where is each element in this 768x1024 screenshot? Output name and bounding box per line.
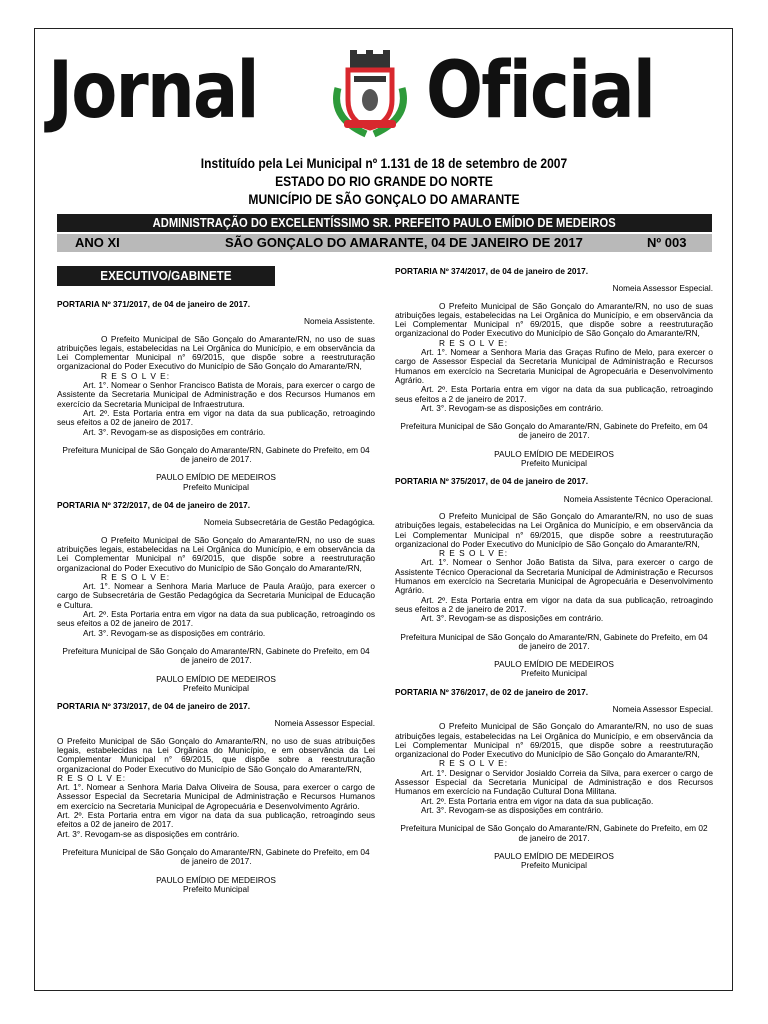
portaria-art2: Art. 2º. Esta Portaria entra em vigor na data da sua publicação, retroagindo os seus efeitos a 02 de janeiro de 2017. bbox=[57, 609, 375, 629]
portaria-art1: Art. 1°. Nomear o Senhor João Batista da Silva, para exercer o cargo de Assistente Técnico Operacional da Secretaria Municipal de Administração e Recursos Humanos em exercício na Secretaria Municipal de Agropecuária e Desenvolvimento Agrário. bbox=[395, 557, 713, 596]
portaria-title: PORTARIA Nº 373/2017, de 04 de janeiro de 2017. bbox=[57, 701, 251, 712]
portaria-art3: Art. 3°. Revogam-se as disposições em contrário. bbox=[421, 613, 604, 624]
portaria-art2: Art. 2º. Esta Portaria entra em vigor na data da sua publicação, retroagindo seus efeitos a 02 de janeiro de 2017. bbox=[57, 810, 375, 830]
portaria-art1: Art. 1°. Nomear a Senhora Maria das Graças Rufino de Melo, para exercer o cargo de Assessor Especial da Secretaria Municipal de Administração e Recursos Humanos em exercício na Secretaria Municipal de Agropecuária e Desenvolvimento Agrário. bbox=[395, 347, 713, 385]
portaria-preamble: O Prefeito Municipal de São Gonçalo do Amarante/RN, no uso de suas atribuições legais, estabelecidas na Lei Orgânica do Município, e em observância da Lei Complementar Municipal n° 69/2015, que dispõe sobre a reestruturação organizacional do Poder Executivo do Município de São Gonçalo do Amarante/RN, bbox=[395, 721, 713, 760]
signer-title: Prefeito Municipal bbox=[521, 860, 587, 871]
portaria-372 bbox=[57, 501, 375, 693]
signer-name: PAULO EMÍDIO DE MEDEIROS bbox=[156, 874, 276, 885]
portaria-ementa: Nomeia Subsecretária de Gestão Pedagógica. bbox=[203, 517, 375, 528]
portaria-title: PORTARIA Nº 371/2017, de 04 de janeiro de 2017. bbox=[57, 299, 251, 309]
portaria-art3: Art. 3°. Revogam-se as disposições em contrário. bbox=[83, 627, 266, 638]
section-title: EXECUTIVO/GABINETE bbox=[100, 268, 232, 283]
issue-year: ANO XI bbox=[75, 235, 120, 250]
portaria-resolve: R E S O L V E: bbox=[439, 337, 509, 348]
portaria-resolve: R E S O L V E: bbox=[101, 370, 171, 381]
portaria-375 bbox=[395, 477, 713, 678]
issue-place-date: SÃO GONÇALO DO AMARANTE, 04 DE JANEIRO DE 2017 bbox=[225, 235, 583, 250]
portaria-signature bbox=[395, 660, 713, 679]
portaria-art1: Art. 1°. Designar o Servidor Josialdo Correia da Silva, para exercer o cargo de Assessor Especial da Secretaria Municipal de Administração e dos Recursos Humanos em exercício na Fundação Cultural Dona Militana. bbox=[395, 767, 713, 797]
portaria-art1: Art. 1°. Nomear a Senhora Maria Marluce de Paula Araújo, para exercer o cargo de Subsecretária de Gestão Pedagógica da Secretaria Municipal de Educação e Cultura. bbox=[57, 581, 375, 610]
masthead-oficial: Oficial bbox=[426, 46, 655, 136]
portaria-374 bbox=[395, 267, 713, 468]
portaria-signature bbox=[57, 675, 375, 694]
portaria-ementa: Nomeia Assistente Técnico Operacional. bbox=[563, 493, 713, 504]
section-title-bar bbox=[57, 266, 275, 286]
issue-info-bar bbox=[57, 234, 712, 252]
portaria-art1: Art. 1°. Nomear a Senhora Maria Dalva Oliveira de Sousa, para exercer o cargo de Assessor Especial da Secretaria Municipal de Administração e Recursos Humanos em exercício na Secretaria Municipal de Agropecuária e Desenvolvimento Agrário. bbox=[57, 782, 375, 811]
administration-bar bbox=[57, 214, 712, 232]
portaria-376 bbox=[395, 688, 713, 871]
portaria-art2: Art. 2º. Esta Portaria entra em vigor na data da sua publicação, retroagindo seus efeitos a 02 de janeiro de 2017. bbox=[57, 407, 375, 428]
portaria-local-date: Prefeitura Municipal de São Gonçalo do Amarante/RN, Gabinete do Prefeito, em 04 de janeiro de 2017. bbox=[62, 645, 370, 666]
portaria-title: PORTARIA Nº 375/2017, de 04 de janeiro de 2017. bbox=[395, 476, 589, 487]
portaria-preamble: O Prefeito Municipal de São Gonçalo do Amarante/RN, no uso de suas atribuições legais, estabelecidas na Lei Orgânica do Município, e em observância da Lei Complementar Municipal n° 69/2015, que dispõe sobre a reestruturação organizacional do Poder Executivo do Município de São Gonçalo do Amarante/RN, bbox=[395, 510, 713, 549]
signer-title: Prefeito Municipal bbox=[183, 682, 249, 693]
signer-name: PAULO EMÍDIO DE MEDEIROS bbox=[494, 448, 614, 459]
portaria-art3: Art. 3°. Revogam-se as disposições em contrário. bbox=[83, 426, 266, 437]
portaria-title: PORTARIA Nº 374/2017, de 04 de janeiro de 2017. bbox=[395, 266, 589, 276]
portaria-art2: Art. 2º. Esta Portaria entra em vigor na data da sua publicação. bbox=[421, 795, 654, 806]
signer-name: PAULO EMÍDIO DE MEDEIROS bbox=[156, 472, 276, 483]
portaria-resolve: R E S O L V E: bbox=[439, 758, 509, 769]
portaria-signature bbox=[395, 852, 713, 871]
state-name: ESTADO DO RIO GRANDE DO NORTE bbox=[275, 173, 493, 189]
portaria-resolve: R E S O L V E: bbox=[439, 548, 509, 559]
portaria-art2: Art. 2º. Esta Portaria entra em vigor na data da sua publicação, retroagindo seus efeitos a 2 de janeiro de 2017. bbox=[395, 594, 713, 614]
signer-title: Prefeito Municipal bbox=[521, 668, 587, 679]
signer-title: Prefeito Municipal bbox=[183, 883, 249, 894]
signer-name: PAULO EMÍDIO DE MEDEIROS bbox=[494, 659, 614, 670]
portaria-art3: Art. 3°. Revogam-se as disposições em contrário. bbox=[57, 828, 240, 839]
municipal-crest-icon bbox=[320, 48, 420, 138]
portaria-ementa: Nomeia Assessor Especial. bbox=[274, 718, 375, 729]
institution-law: Instituído pela Lei Municipal nº 1.131 de 18 de setembro de 2007 bbox=[200, 155, 568, 171]
portaria-preamble: O Prefeito Municipal de São Gonçalo do Amarante/RN, no uso de suas atribuições legais, estabelecidas na Lei Orgânica do Município, e em observância da Lei Complementar Municipal n° 69/2015, que dispõe sobre a reestruturação organizacional do Poder Executivo do Município de São Gonçalo do Amarante/RN, bbox=[57, 534, 375, 573]
portaria-371 bbox=[57, 300, 375, 492]
portaria-art2: Art. 2º. Esta Portaria entra em vigor na data da sua publicação, retroagindo seus efeitos a 2 de janeiro de 2017. bbox=[395, 384, 713, 404]
portaria-local-date: Prefeitura Municipal de São Gonçalo do Amarante/RN, Gabinete do Prefeito, em 04 de janeiro de 2017. bbox=[62, 444, 370, 465]
portaria-local-date: Prefeitura Municipal de São Gonçalo do Amarante/RN, Gabinete do Prefeito, em 02 de janeiro de 2017. bbox=[400, 823, 708, 843]
right-column bbox=[395, 267, 713, 870]
portaria-title: PORTARIA Nº 372/2017, de 04 de janeiro de 2017. bbox=[57, 500, 251, 511]
portaria-preamble: O Prefeito Municipal de São Gonçalo do Amarante/RN, no uso de suas atribuições legais, estabelecidas na Lei Orgânica do Município, e em observância da Lei Complementar Municipal n° 69/2015, que dispõe sobre a reestruturação organizacional do Poder Executivo do Município de São Gonçalo do Amarante/RN, bbox=[57, 735, 375, 774]
signer-name: PAULO EMÍDIO DE MEDEIROS bbox=[156, 673, 276, 684]
portaria-title: PORTARIA Nº 376/2017, de 02 de janeiro de 2017. bbox=[395, 686, 589, 697]
portaria-ementa: Nomeia Assessor Especial. bbox=[612, 703, 713, 714]
signer-name: PAULO EMÍDIO DE MEDEIROS bbox=[494, 850, 614, 861]
municipality-name: MUNICÍPIO DE SÃO GONÇALO DO AMARANTE bbox=[248, 191, 520, 207]
signer-title: Prefeito Municipal bbox=[521, 458, 587, 469]
administration-text: ADMINISTRAÇÃO DO EXCELENTÍSSIMO SR. PREFEITO PAULO EMÍDIO DE MEDEIROS bbox=[153, 215, 616, 230]
portaria-local-date: Prefeitura Municipal de São Gonçalo do Amarante/RN, Gabinete do Prefeito, em 04 de janeiro de 2017. bbox=[400, 421, 708, 441]
portaria-art1: Art. 1°. Nomear o Senhor Francisco Batista de Morais, para exercer o cargo de Assistente da Secretaria Municipal de Administração e dos Recursos Humanos em exercício da Secretaria Municipal de Infraestrutura. bbox=[57, 380, 375, 409]
portaria-373 bbox=[57, 702, 375, 894]
portaria-signature bbox=[57, 473, 375, 492]
issue-number: Nº 003 bbox=[647, 235, 687, 250]
portaria-local-date: Prefeitura Municipal de São Gonçalo do Amarante/RN, Gabinete do Prefeito, em 04 de janeiro de 2017. bbox=[400, 631, 708, 651]
portaria-local-date: Prefeitura Municipal de São Gonçalo do Amarante/RN, Gabinete do Prefeito, em 04 de janeiro de 2017. bbox=[62, 846, 370, 867]
portaria-preamble: O Prefeito Municipal de São Gonçalo do Amarante/RN, no uso de suas atribuições legais, estabelecidas na Lei Orgânica do Município, e em observância da Lei Complementar Municipal n° 69/2015, que dispõe sobre a reestruturação organizacional do Poder Executivo do Município de São Gonçalo do Amarante/RN, bbox=[57, 333, 375, 372]
portaria-signature bbox=[57, 876, 375, 895]
left-column bbox=[57, 262, 375, 894]
portaria-ementa: Nomeia Assessor Especial. bbox=[612, 283, 713, 294]
portaria-art3: Art. 3°. Revogam-se as disposições em contrário. bbox=[421, 804, 604, 815]
portaria-resolve: R E S O L V E: bbox=[57, 772, 127, 783]
portaria-signature bbox=[395, 450, 713, 469]
signer-title: Prefeito Municipal bbox=[183, 481, 249, 492]
masthead-jornal: Jornal bbox=[48, 46, 258, 136]
portaria-preamble: O Prefeito Municipal de São Gonçalo do Amarante/RN, no uso de suas atribuições legais, estabelecidas na Lei Orgânica do Município, e em observância da Lei Complementar Municipal n° 69/2015, que dispõe sobre a reestruturação organizacional do Poder Executivo do Município de São Gonçalo do Amarante/RN, bbox=[395, 300, 713, 339]
portaria-art3: Art. 3°. Revogam-se as disposições em contrário. bbox=[421, 402, 604, 413]
portaria-ementa: Nomeia Assistente. bbox=[303, 316, 375, 327]
portaria-resolve: R E S O L V E: bbox=[101, 571, 171, 582]
